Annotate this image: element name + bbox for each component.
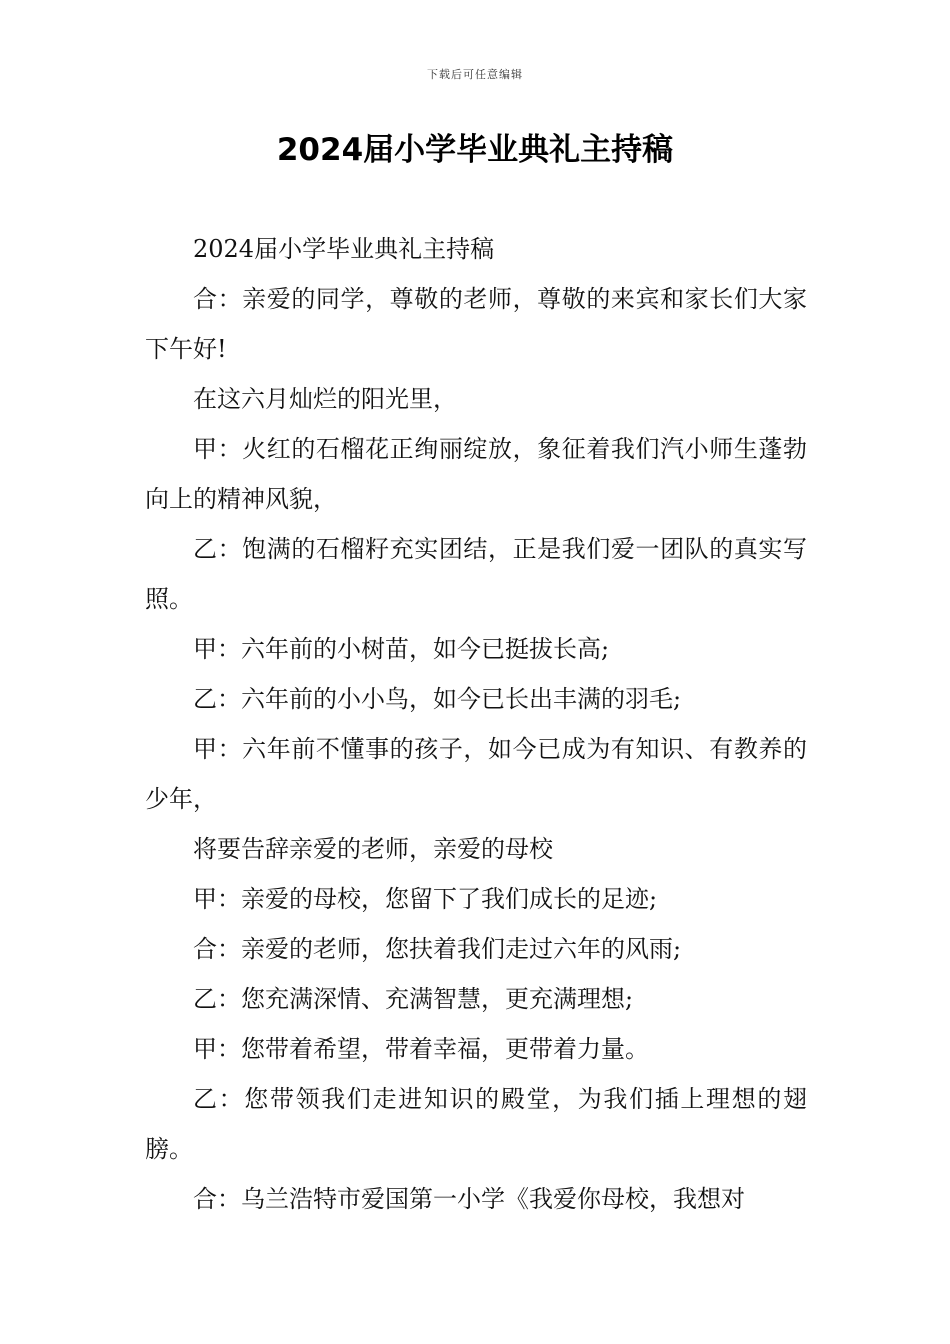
paragraph: 合：亲爱的老师，您扶着我们走过六年的风雨; <box>193 935 682 963</box>
document-body <box>145 224 807 1224</box>
document-title: 2024届小学毕业典礼主持稿 <box>276 132 674 168</box>
paragraph: 合：乌兰浩特市爱国第一小学《我爱你母校，我想对 <box>193 1185 745 1213</box>
header-note: 下载后可任意编辑 <box>427 68 523 81</box>
paragraph: 乙：六年前的小小鸟，如今已长出丰满的羽毛; <box>193 685 682 713</box>
paragraph: 甲：六年前不懂事的孩子，如今已成为有知识、有教养的少年， <box>145 735 807 813</box>
paragraph: 甲：六年前的小树苗，如今已挺拔长高; <box>193 635 610 663</box>
paragraph: 甲：火红的石榴花正绚丽绽放，象征着我们汽小师生蓬勃向上的精神风貌， <box>145 435 807 513</box>
paragraph: 甲：您带着希望，带着幸福，更带着力量。 <box>193 1035 649 1063</box>
paragraph: 甲：亲爱的母校，您留下了我们成长的足迹; <box>193 885 658 913</box>
paragraph: 乙：饱满的石榴籽充实团结，正是我们爱一团队的真实写照。 <box>145 535 807 613</box>
paragraph: 在这六月灿烂的阳光里， <box>193 385 457 413</box>
paragraph: 合：亲爱的同学，尊敬的老师，尊敬的来宾和家长们大家下午好! <box>145 285 807 363</box>
paragraph: 乙：您充满深情、充满智慧，更充满理想; <box>193 985 634 1013</box>
paragraph: 乙：您带领我们走进知识的殿堂，为我们插上理想的翅膀。 <box>145 1085 807 1163</box>
paragraph: 2024届小学毕业典礼主持稿 <box>193 235 495 263</box>
paragraph: 将要告辞亲爱的老师，亲爱的母校 <box>193 835 553 863</box>
